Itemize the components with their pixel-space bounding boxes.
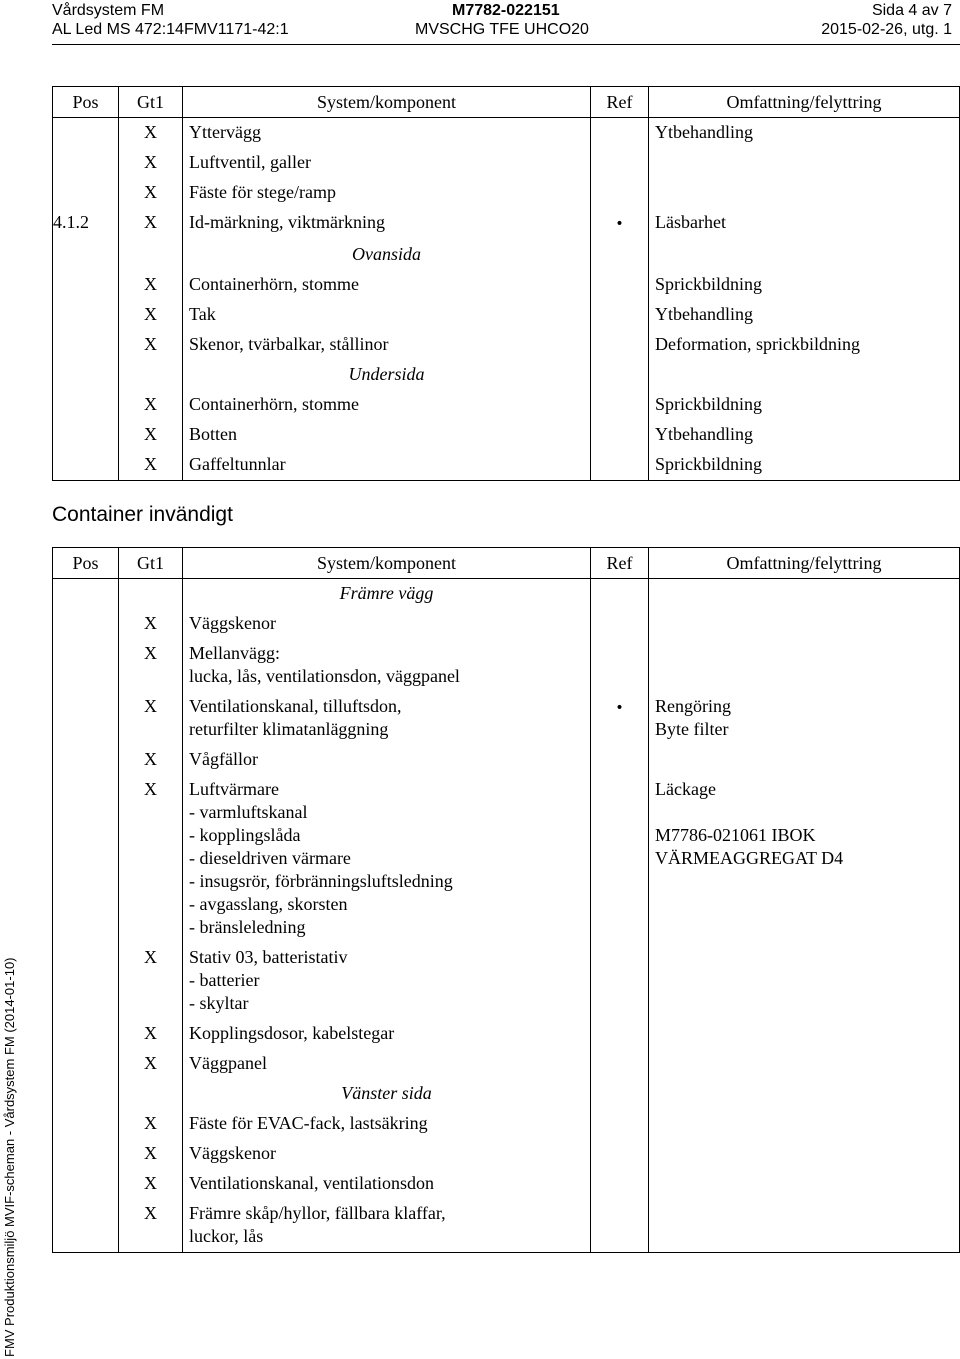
pos-cell <box>53 609 119 639</box>
table-row <box>53 1139 960 1169</box>
header-system-name: Vårdsystem FM <box>52 2 165 19</box>
ref-cell <box>591 450 649 481</box>
system-cell: Kopplingsdosor, kabelstegar <box>183 1019 591 1049</box>
section-label: Undersida <box>183 360 591 390</box>
omfattning-cell <box>649 1109 960 1139</box>
gt1-cell: X <box>119 775 183 943</box>
inspection-table-interior <box>52 547 960 1253</box>
gt1-cell: X <box>119 1169 183 1199</box>
pos-cell <box>53 745 119 775</box>
table-row <box>53 208 960 240</box>
system-cell: Containerhörn, stomme <box>183 390 591 420</box>
ref-cell <box>591 639 649 692</box>
system-cell: Vågfällor <box>183 745 591 775</box>
section-row <box>53 360 960 390</box>
system-cell: Gaffeltunnlar <box>183 450 591 481</box>
section-label: Främre vägg <box>183 579 591 610</box>
pos-cell <box>53 692 119 745</box>
gt1-cell: X <box>119 148 183 178</box>
ref-bullet: • <box>615 216 624 232</box>
omfattning-cell <box>649 745 960 775</box>
section-row <box>53 579 960 610</box>
pos-cell <box>53 1019 119 1049</box>
omfattning-cell: Rengöring Byte filter <box>649 692 960 745</box>
table-row <box>53 1169 960 1199</box>
col-header-omfattning: Omfattning/felyttring <box>649 87 960 118</box>
omfattning-cell: Deformation, sprickbildning <box>649 330 960 360</box>
col-header-system: System/komponent <box>183 548 591 579</box>
omfattning-cell: Läckage M7786-021061 IBOK VÄRMEAGGREGAT D4 <box>649 775 960 943</box>
table-row <box>53 148 960 178</box>
omfattning-cell <box>649 178 960 208</box>
gt1-cell: X <box>119 300 183 330</box>
omfattning-cell <box>649 1199 960 1253</box>
gt1-cell: X <box>119 118 183 149</box>
pos-cell <box>53 1169 119 1199</box>
ref-cell <box>591 148 649 178</box>
col-header-ref: Ref <box>591 548 649 579</box>
omfattning-cell: Ytbehandling <box>649 420 960 450</box>
col-header-gt1: Gt1 <box>119 87 183 118</box>
ref-cell <box>591 300 649 330</box>
ref-bullet: • <box>615 700 624 716</box>
ref-cell <box>591 1049 649 1079</box>
table-row <box>53 330 960 360</box>
table-row <box>53 118 960 149</box>
pos-cell <box>53 390 119 420</box>
ref-cell <box>591 1109 649 1139</box>
col-header-ref: Ref <box>591 87 649 118</box>
table-row <box>53 609 960 639</box>
omfattning-cell <box>649 1169 960 1199</box>
system-cell: Främre skåp/hyllor, fällbara klaffar, luckor, lås <box>183 1199 591 1253</box>
pos-cell <box>53 1199 119 1253</box>
ref-cell <box>591 775 649 943</box>
ref-cell <box>591 1169 649 1199</box>
page-header <box>0 0 960 50</box>
header-document-ref: AL Led MS 472:14FMV1171-42:1 <box>52 21 289 38</box>
pos-cell <box>53 775 119 943</box>
ref-cell <box>591 118 649 149</box>
ref-cell <box>591 1199 649 1253</box>
side-footer-text: FMV Produktionsmiljö MVIF-scheman - Vårdsystem FM (2014-01-10) <box>2 957 17 1357</box>
table-row <box>53 1019 960 1049</box>
pos-cell <box>53 639 119 692</box>
table-row <box>53 1049 960 1079</box>
ref-cell <box>591 330 649 360</box>
gt1-cell: X <box>119 745 183 775</box>
section-label: Vänster sida <box>183 1079 591 1109</box>
gt1-cell: X <box>119 1049 183 1079</box>
table-row <box>53 943 960 1019</box>
section-row <box>53 1079 960 1109</box>
table-row <box>53 775 960 943</box>
section-row <box>53 240 960 270</box>
gt1-cell: X <box>119 450 183 481</box>
header-date-edition: 2015-02-26, utg. 1 <box>821 21 952 38</box>
header-page-number: Sida 4 av 7 <box>871 2 952 19</box>
pos-cell <box>53 450 119 481</box>
col-header-pos: Pos <box>53 87 119 118</box>
inspection-table-exterior <box>52 86 960 481</box>
ref-cell <box>591 692 649 745</box>
pos-cell <box>53 1139 119 1169</box>
omfattning-cell <box>649 1049 960 1079</box>
table-row <box>53 639 960 692</box>
col-header-pos: Pos <box>53 548 119 579</box>
ref-cell <box>591 208 649 240</box>
gt1-cell: X <box>119 639 183 692</box>
pos-cell <box>53 420 119 450</box>
pos-cell <box>53 118 119 149</box>
omfattning-cell <box>649 609 960 639</box>
table-header-row <box>53 548 960 579</box>
omfattning-cell: Ytbehandling <box>649 118 960 149</box>
system-cell: Väggskenor <box>183 1139 591 1169</box>
pos-cell <box>53 1049 119 1079</box>
table-row <box>53 450 960 481</box>
gt1-cell: X <box>119 178 183 208</box>
system-cell: Botten <box>183 420 591 450</box>
system-cell: Yttervägg <box>183 118 591 149</box>
ref-cell <box>591 1139 649 1169</box>
col-header-omfattning: Omfattning/felyttring <box>649 548 960 579</box>
gt1-cell: X <box>119 1019 183 1049</box>
table-row <box>53 1199 960 1253</box>
header-doc-number: M7782-022151 <box>452 2 560 19</box>
pos-cell <box>53 330 119 360</box>
omfattning-cell: Ytbehandling <box>649 300 960 330</box>
system-cell: Väggskenor <box>183 609 591 639</box>
ref-cell <box>591 390 649 420</box>
omfattning-cell <box>649 1139 960 1169</box>
omfattning-cell: Läsbarhet <box>649 208 960 240</box>
omfattning-cell <box>649 148 960 178</box>
pos-cell: 4.1.2 <box>53 208 119 240</box>
system-cell: Ventilationskanal, ventilationsdon <box>183 1169 591 1199</box>
system-cell: Ventilationskanal, tilluftsdon, returfilter klimatanläggning <box>183 692 591 745</box>
table-row <box>53 1109 960 1139</box>
system-cell: Fäste för stege/ramp <box>183 178 591 208</box>
omfattning-cell: Sprickbildning <box>649 390 960 420</box>
ref-cell <box>591 609 649 639</box>
omfattning-cell: Sprickbildning <box>649 450 960 481</box>
gt1-cell: X <box>119 270 183 300</box>
ref-cell <box>591 178 649 208</box>
col-header-system: System/komponent <box>183 87 591 118</box>
col-header-gt1: Gt1 <box>119 548 183 579</box>
table-row <box>53 300 960 330</box>
ref-cell <box>591 1019 649 1049</box>
system-cell: Skenor, tvärbalkar, stållinor <box>183 330 591 360</box>
ref-cell <box>591 745 649 775</box>
gt1-cell: X <box>119 420 183 450</box>
table-row <box>53 270 960 300</box>
pos-cell <box>53 300 119 330</box>
omfattning-cell: Sprickbildning <box>649 270 960 300</box>
system-cell: Containerhörn, stomme <box>183 270 591 300</box>
gt1-cell: X <box>119 1109 183 1139</box>
system-cell: Fäste för EVAC-fack, lastsäkring <box>183 1109 591 1139</box>
system-cell: Stativ 03, batteristativ - batterier - skyltar <box>183 943 591 1019</box>
table-row <box>53 692 960 745</box>
system-cell: Luftventil, galler <box>183 148 591 178</box>
gt1-cell: X <box>119 330 183 360</box>
pos-cell <box>53 178 119 208</box>
ref-cell <box>591 943 649 1019</box>
omfattning-cell <box>649 639 960 692</box>
system-cell: Tak <box>183 300 591 330</box>
table-row <box>53 390 960 420</box>
ref-cell <box>591 270 649 300</box>
omfattning-cell <box>649 943 960 1019</box>
ref-cell <box>591 420 649 450</box>
system-cell: Id-märkning, viktmärkning <box>183 208 591 240</box>
pos-cell <box>53 148 119 178</box>
table-row <box>53 420 960 450</box>
section-label: Ovansida <box>183 240 591 270</box>
pos-cell <box>53 1109 119 1139</box>
system-cell: Luftvärmare - varmluftskanal - kopplingslåda - dieseldriven värmare - insugsrör, förbränningsluftsledning - avgasslang, skorsten - bränsleledning <box>183 775 591 943</box>
gt1-cell: X <box>119 1199 183 1253</box>
gt1-cell: X <box>119 609 183 639</box>
table-row <box>53 745 960 775</box>
header-doc-title: MVSCHG TFE UHCO20 <box>415 21 589 38</box>
header-rule <box>52 44 960 45</box>
system-cell: Mellanvägg: lucka, lås, ventilationsdon, väggpanel <box>183 639 591 692</box>
gt1-cell: X <box>119 1139 183 1169</box>
table-row <box>53 178 960 208</box>
gt1-cell: X <box>119 692 183 745</box>
pos-cell <box>53 943 119 1019</box>
section-heading: Container invändigt <box>52 503 233 526</box>
table-header-row <box>53 87 960 118</box>
gt1-cell: X <box>119 208 183 240</box>
gt1-cell: X <box>119 390 183 420</box>
system-cell: Väggpanel <box>183 1049 591 1079</box>
pos-cell <box>53 270 119 300</box>
omfattning-cell <box>649 1019 960 1049</box>
gt1-cell: X <box>119 943 183 1019</box>
